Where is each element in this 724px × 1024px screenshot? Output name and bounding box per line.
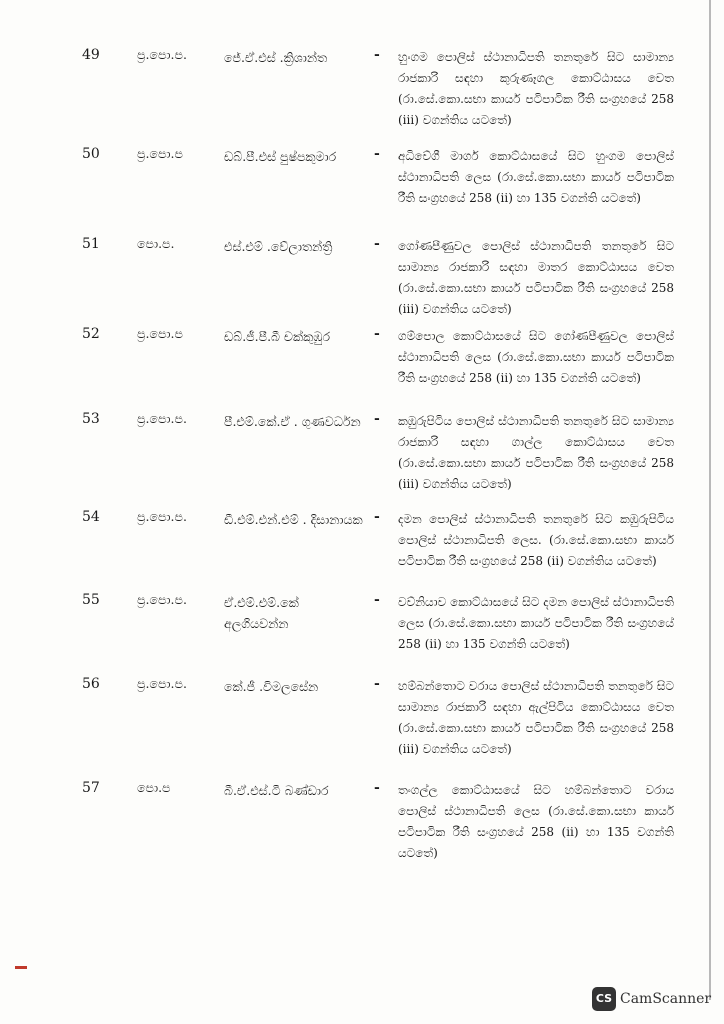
entry-rank: ප්‍ර.පො.ප: [137, 146, 183, 161]
entry-dash: -: [374, 326, 380, 342]
entry-dash: -: [374, 236, 380, 252]
entry-number: 52: [82, 326, 100, 342]
camscanner-logo-icon: CS: [592, 987, 616, 1011]
entry-description: ගම්පොල කොට්ඨාසයේ සිට ගෝණපීණුවල පොලිස් ස්ථානාධිපති ලෙස (රා.සේ.කො.සභා කාර්ය පටිපාටික රීති සංග්‍රහයේ 258 (ii) හා 135 වගන්ති යටතේ): [398, 329, 674, 385]
page-edge-line: [709, 0, 711, 1000]
entry-description: අධිවේගී මාර්ග කොට්ඨාසයේ සිට හුංගම පොලිස් ස්ථානාධිපති ලෙස (රා.සේ.කො.සභා කාර්ය පටිපාටික රීති සංග්‍රහයේ 258 (ii) හා 135 වගන්ති යටතේ): [398, 149, 674, 205]
entry-description: හුංගම පොලිස් ස්ථානාධිපති තනතුරේ සිට සාමාන්‍ය රාජකාරි සඳහා කුරුණෑගල කොට්ඨාසය වෙත (රා.සේ.කො.සභා කාර්ය පටිපාටික රීති සංග්‍රහයේ 258 (iii) වගන්තිය යටතේ): [398, 50, 674, 127]
entry-name: ඩබ්.ජී.පී.බී චක්කුඹුර: [224, 329, 331, 344]
entry-name: ඩබ්.පී.එස් පුෂ්පකුමාර: [224, 149, 337, 164]
entry-description: වව්නියාව කොට්ඨාසයේ සිට දමන පොලිස් ස්ථානාධිපති ලෙස (රා.සේ.කො.සභා කාර්ය පටිපාටික රීති සංග්‍රහයේ 258 (ii) හා 135 වගන්ති යටතේ): [398, 595, 674, 651]
camscanner-watermark: CamScanner: [620, 991, 712, 1007]
entry-description: කඹුරුපිටිය පොලිස් ස්ථානාධිපති තනතුරේ සිට සාමාන්‍ය රාජකාරි සඳහා ගාල්ල කොට්ඨාසය වෙත (රා.සේ.කො.සභා කාර්ය පටිපාටික රීති සංග්‍රහයේ 258 (iii) වගන්තිය යටතේ): [398, 414, 674, 491]
entry-dash: -: [374, 411, 380, 427]
entry-dash: -: [374, 780, 380, 796]
entry-rank: පො.ප.: [137, 236, 175, 251]
entry-description: ගෝණපීණුවල පොලිස් ස්ථානාධිපති තනතුරේ සිට සාමාන්‍ය රාජකාරි සඳහා මාතර කොට්ඨාසය වෙත (රා.සේ.කො.සභා කාර්ය පටිපාටික රීති සංග්‍රහයේ 258 (iii) වගන්තිය යටතේ): [398, 239, 674, 316]
entry-description: තංගල්ල කොට්ඨාසයේ සිට හම්බන්තොට වරාය පොලිස් ස්ථානාධිපති ලෙස (රා.සේ.කො.සභා කාර්ය පටිපාටික රීති සංග්‍රහයේ 258 (ii) හා 135 වගන්ති යටතේ): [398, 783, 674, 860]
entry-dash: -: [374, 509, 380, 525]
entry-number: 55: [82, 592, 100, 608]
entry-number: 49: [82, 47, 100, 63]
entry-number: 54: [82, 509, 100, 525]
entry-name: ජේ.ඒ.එස් .ක්‍රිශාන්ත: [224, 50, 328, 65]
entry-rank: ප්‍ර.පො.ප.: [137, 411, 187, 426]
entry-description: හම්බන්තොට වරාය පොලිස් ස්ථානාධිපති තනතුරේ සිට සාමාන්‍ය රාජකාරි සඳහා ඇල්පිටිය කොට්ඨාසය වෙත (රා.සේ.කො.සභා කාර්ය පටිපාටික රීති සංග්‍රහයේ 258 (iii) වගන්තිය යටතේ): [398, 679, 674, 756]
entry-name: ඩී.එම්.එන්.එම් . දිසානායක: [224, 512, 363, 527]
entry-description: දමන පොලිස් ස්ථානාධිපති තනතුරේ සිට කඹුරුපිටිය පොලිස් ස්ථානාධිපති ලෙස. (රා.සේ.කො.සභා කාර්ය පටිපාටික රීති සංග්‍රහයේ 258 (ii) වගන්තිය යටතේ): [398, 512, 674, 568]
entry-dash: -: [374, 47, 380, 63]
entry-rank: ප්‍ර.පො.ප: [137, 326, 183, 341]
entry-name: එස්.එම් .වේලාතන්ත්‍රි: [224, 239, 333, 254]
entry-name: පී.එම්.කේ.ඒ . ගුණවර්ධන: [224, 414, 361, 429]
entry-number: 57: [82, 780, 100, 796]
entry-number: 56: [82, 676, 100, 692]
entry-number: 51: [82, 236, 100, 252]
scan-mark: [15, 966, 27, 969]
entry-rank: ප්‍ර.පො.ප.: [137, 47, 187, 62]
entry-rank: ප්‍ර.පො.ප.: [137, 509, 187, 524]
entry-number: 50: [82, 146, 100, 162]
entry-name: ඒ.එම්.එම්.කේ අලගියවන්න: [224, 595, 299, 631]
entry-name: බී.ඒ.එස්.ටී බණ්ඩාර: [224, 783, 329, 798]
entry-rank: පො.ප: [137, 780, 171, 795]
entry-dash: -: [374, 676, 380, 692]
entry-name: කේ.ජී .විමලසේන: [224, 679, 319, 694]
entry-number: 53: [82, 411, 100, 427]
entry-rank: ප්‍ර.පො.ප.: [137, 592, 187, 607]
entry-dash: -: [374, 146, 380, 162]
entry-rank: ප්‍ර.පො.ප.: [137, 676, 187, 691]
entry-dash: -: [374, 592, 380, 608]
